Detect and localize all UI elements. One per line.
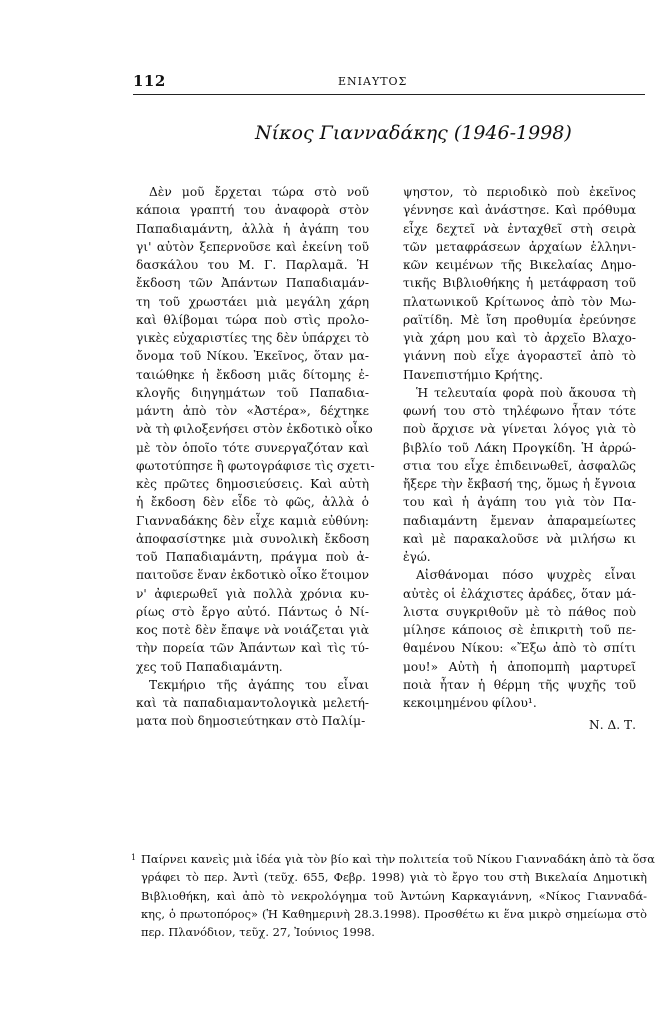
text-line: γέννησε καὶ ἀνάστησε. Καὶ πρόθυμα bbox=[403, 203, 636, 218]
author-initials: Ν. Δ. Τ. bbox=[589, 718, 636, 733]
text-line: πλατωνικοῦ Κρίτωνος ἀπὸ τὸν Μω- bbox=[403, 294, 636, 309]
footnote-marker: 1 bbox=[131, 853, 137, 862]
text-line: παιτοῦσε ἕναν ἐκδοτικὸ οἶκο ἕτοιμον bbox=[136, 568, 369, 583]
text-line: τὴν πορεία τῶν Ἀπάντων καὶ τὶς τύ- bbox=[136, 641, 369, 656]
text-line: καὶ τὰ παπαδιαμαντολογικὰ μελετή- bbox=[136, 696, 369, 710]
text-line: ἡ ἔκδοση δὲν εἶδε τὸ φῶς, ἀλλὰ ὁ bbox=[136, 495, 369, 510]
text-line: ταιώθηκε ἡ ἔκδοση μιᾶς δίτομης ἐ- bbox=[136, 367, 369, 382]
text-line: Παπαδιαμάντη, ἀλλὰ ἡ ἀγάπη του bbox=[136, 221, 369, 236]
text-line: στια του εἶχε ἐπιδεινωθεῖ, ἀσφαλῶς bbox=[403, 458, 636, 473]
text-line: τη τοῦ χρωστάει μιὰ μεγάλη χάρη bbox=[136, 294, 369, 309]
text-line: νὰ τὴ φιλοξενήσει στὸν ἐκδοτικὸ οἶκο bbox=[136, 422, 373, 437]
text-line: ἤξερε τὴν ἔκβασή της, ὅμως ἡ ἔγνοια bbox=[403, 477, 636, 491]
text-line: του καὶ ἡ ἀγάπη του γιὰ τὸν Πα- bbox=[403, 495, 636, 510]
text-line: Ἡ τελευταία φορὰ ποὺ ἄκουσα τὴ bbox=[416, 385, 636, 400]
text-line: λιστα συγκριθοῦν μὲ τὸ πάθος ποὺ bbox=[403, 604, 636, 619]
left-column bbox=[136, 183, 375, 731]
running-title: ΕΝΙΑΥΤΟΣ bbox=[338, 75, 408, 88]
text-line: βιβλίο τοῦ Λάκη Προγκίδη. Ἡ ἀρρώ- bbox=[403, 440, 636, 455]
text-line: θαμένου Νίκου: «Ἔξω ἀπὸ τὸ σπίτι bbox=[403, 641, 636, 656]
text-line: παδιαμάντη ἔμεναν ἀπαραμείωτες bbox=[403, 513, 636, 528]
text-line: Πανεπιστήμιο Κρήτης. bbox=[403, 367, 543, 382]
text-line: εἶχε δεχτεῖ νὰ ἐνταχθεῖ στὴ σειρὰ bbox=[403, 221, 636, 236]
article-title: Νίκος Γιανναδάκης (1946-1998) bbox=[255, 122, 572, 144]
text-line: τικῆς Βιβλιοθήκης ἡ μετάφραση τοῦ bbox=[403, 276, 636, 291]
text-line: φωτοτύπησε ἢ φωτογράφισε τὶς σχετι- bbox=[136, 458, 375, 473]
text-line: ματα ποὺ δημοσιεύτηκαν στὸ Παλίμ- bbox=[136, 714, 366, 729]
text-line: τοῦ Παπαδιαμάντη, πράγμα ποὺ ἀ- bbox=[136, 550, 369, 564]
right-column bbox=[403, 183, 636, 736]
text-line: γιὰ χάρη μου καὶ τὸ ἀρχεῖο Βλαχο- bbox=[403, 331, 636, 345]
text-line: γικὲς εὐχαριστίες της δὲν ὑπάρχει τὸ bbox=[136, 331, 369, 345]
text-line: κῶν κειμένων τῆς Βικελαίας Δημο- bbox=[403, 258, 636, 272]
text-line: καὶ μὲ παρακαλοῦσε νὰ μιλήσω κι bbox=[403, 531, 636, 546]
text-line: ὄνομα τοῦ Νίκου. Ἐκεῖνος, ὅταν μα- bbox=[136, 349, 369, 364]
text-line: καὶ θλίβομαι τώρα ποὺ στὶς προλο- bbox=[136, 312, 369, 327]
text-line: Δὲν μοῦ ἔρχεται τώρα στὸ νοῦ bbox=[149, 185, 369, 199]
text-line: κὲς πρῶτες δημοσιεύσεις. Καὶ αὐτὴ bbox=[136, 477, 369, 491]
text-line: Τεκμήριο τῆς ἀγάπης του εἶναι bbox=[149, 677, 369, 692]
text-line: μάντη ἀπὸ τὸν «Ἀστέρα», δέχτηκε bbox=[136, 404, 369, 418]
text-line: δασκάλου του Μ. Γ. Παρλαμᾶ. Ἡ bbox=[136, 258, 369, 272]
text-line: μου!» Αὐτὴ ἡ ἀποπομπὴ μαρτυρεῖ bbox=[403, 659, 636, 674]
text-line: ποὺ ἄρχισε νὰ γίνεται λόγος γιὰ τὸ bbox=[403, 422, 636, 437]
text-line: τῶν μεταφράσεων ἀρχαίων ἑλληνι- bbox=[403, 239, 636, 254]
text-line: Αἰσθάνομαι πόσο ψυχρὲς εἶναι bbox=[416, 568, 636, 583]
text-line: αὐτὲς οἱ ἐλάχιστες ἀράδες, ὅταν μά- bbox=[403, 586, 636, 601]
text-line: ν' ἀφιερωθεῖ γιὰ πολλὰ χρόνια κυ- bbox=[136, 586, 369, 601]
header-rule bbox=[133, 94, 645, 95]
text-line: Γιανναδάκης δὲν εἶχε καμιὰ εὐθύνη: bbox=[136, 513, 369, 528]
text-line: κλογῆς διηγημάτων τοῦ Παπαδια- bbox=[136, 385, 369, 400]
text-line: ἀποφασίστηκε μιὰ συνολικὴ ἔκδοση bbox=[136, 531, 369, 546]
footnote-line: γράφει τὸ περ. Ἀντὶ (τεῦχ. 655, Φεβρ. 1998) γιὰ τὸ ἔργο του στὴ Βικελαία Δημοτικὴ bbox=[141, 870, 647, 885]
footnote-line: Βιβλιοθήκη, καὶ ἀπὸ τὸ νεκρολόγημα τοῦ Ἀντώνη Καρκαγιάννη, «Νίκος Γιανναδά- bbox=[141, 888, 647, 903]
text-line: ραϊτίδη. Μὲ ἴση προθυμία ἐρεύνησε bbox=[403, 312, 636, 327]
footnote-line: περ. Πλανόδιον, τεῦχ. 27, Ἰούνιος 1998. bbox=[141, 925, 375, 939]
footnote-line: κης, ὁ πρωτοπόρος» (Ἡ Καθημερινὴ 28.3.1998). Προσθέτω κι ἕνα μικρὸ σημείωμα στὸ bbox=[141, 906, 647, 921]
text-line: ρίως στὸ ἔργο αὐτό. Πάντως ὁ Νί- bbox=[136, 604, 369, 619]
text-line: φωνή του στὸ τηλέφωνο ἦταν τότε bbox=[403, 404, 636, 418]
text-line: κος ποτὲ δὲν ἔπαψε νὰ νοιάζεται γιὰ bbox=[136, 623, 369, 637]
text-line: μίλησε κάποιος σὲ ἐπικριτὴ τοῦ πε- bbox=[403, 623, 636, 637]
text-line: κάποια γραπτή του ἀναφορὰ στὸν bbox=[136, 203, 369, 218]
text-line: κεκοιμημένου φίλου¹. bbox=[403, 696, 537, 710]
text-line: ἔκδοση τῶν Ἀπάντων Παπαδιαμάν- bbox=[136, 276, 369, 291]
text-line: ποιὰ ἦταν ἡ θέρμη τῆς ψυχῆς τοῦ bbox=[403, 677, 636, 692]
text-line: μὲ τὸν ὁποῖο τότε συνεργαζόταν καὶ bbox=[136, 440, 369, 455]
footnote bbox=[131, 851, 655, 942]
page-number: 112 bbox=[133, 72, 166, 90]
text-line: χες τοῦ Παπαδιαμάντη. bbox=[136, 659, 283, 674]
text-line: ψηστον, τὸ περιοδικὸ ποὺ ἐκεῖνος bbox=[403, 185, 636, 199]
footnote-line: Παίρνει κανεὶς μιὰ ἰδέα γιὰ τὸν βίο καὶ τὴν πολιτεία τοῦ Νίκου Γιανναδάκη ἀπὸ τὰ ὅσα bbox=[141, 852, 655, 866]
text-line: ἐγώ. bbox=[403, 550, 431, 564]
text-line: γιάννη ποὺ εἶχε ἀγοραστεῖ ἀπὸ τὸ bbox=[403, 349, 636, 364]
text-line: γι' αὐτὸν ξεπερνοῦσε καὶ ἐκείνη τοῦ bbox=[136, 239, 369, 254]
